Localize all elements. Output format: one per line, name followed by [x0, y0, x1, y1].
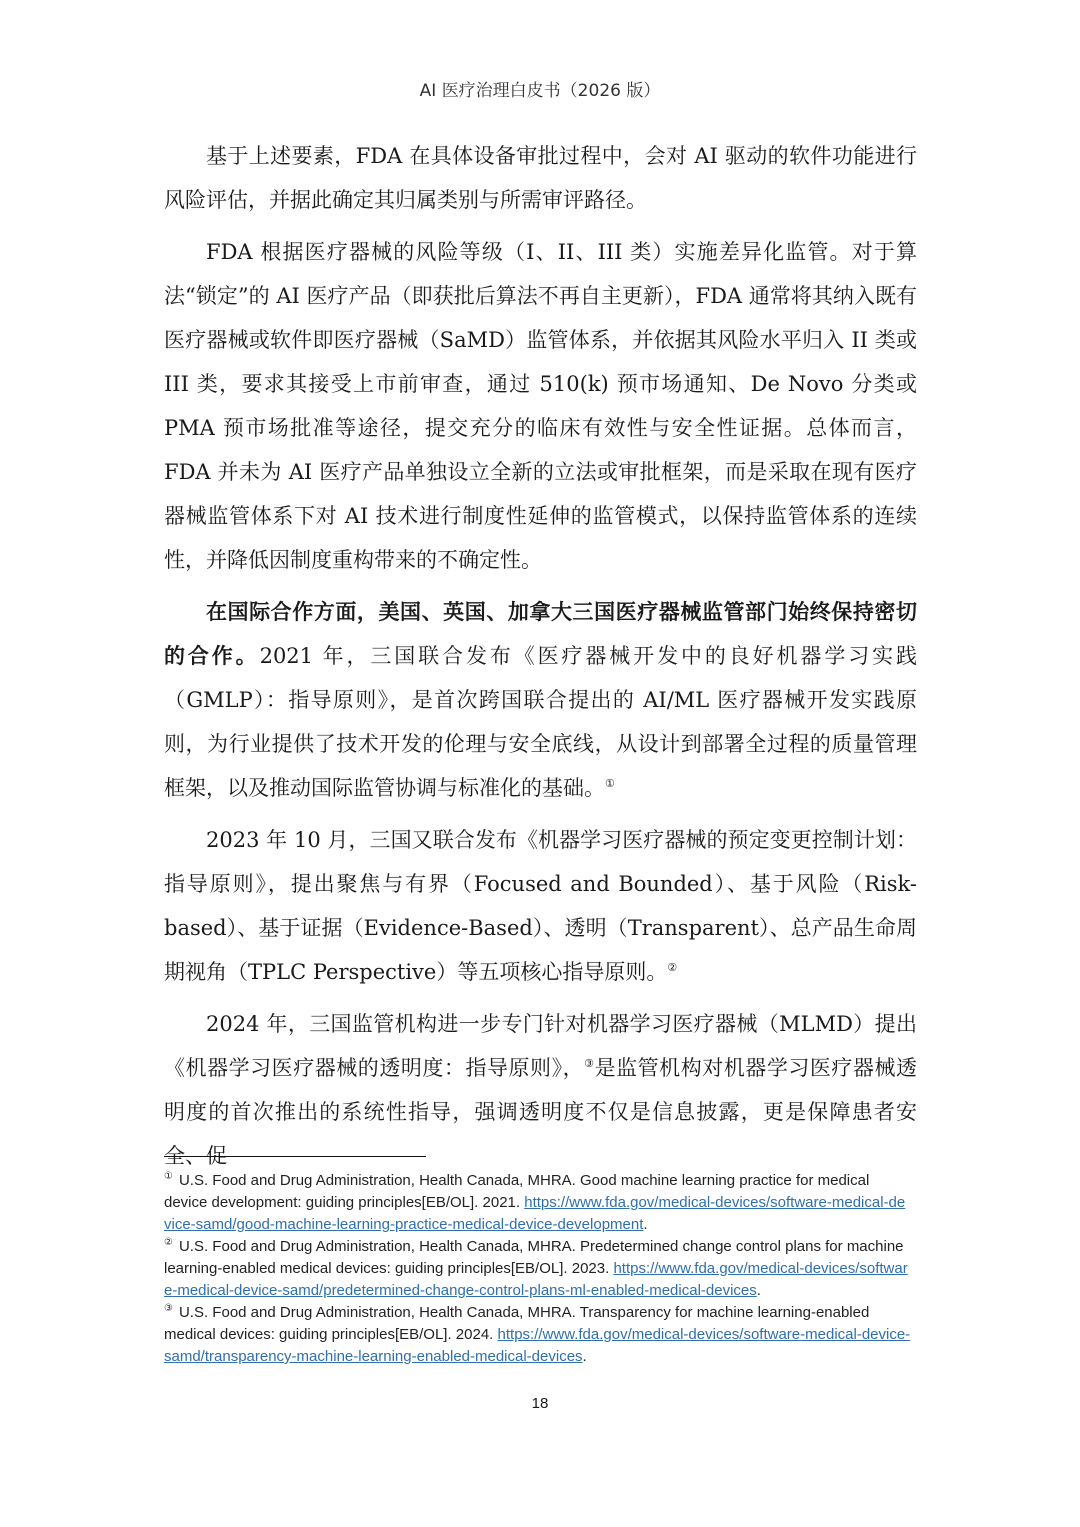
paragraph-international-cooperation [164, 590, 917, 810]
footnote-mark: ② [164, 1237, 173, 1248]
bold-lead-sentence: 在国际合作方面，美国、英国、加拿大三国医疗器械监管部门始终保持密切的合作。 [164, 599, 917, 668]
footnote-ref-2[interactable]: ② [667, 961, 678, 974]
body-text [164, 134, 917, 1186]
page-number: 18 [531, 1395, 549, 1412]
footnote-text: U.S. Food and Drug Administration, Health Canada, MHRA. Transparency for machine learning-enabled medical devices: guiding principles[EB/OL]. 2024. [164, 1304, 870, 1343]
footnote-end: . [756, 1282, 761, 1299]
footnote-1 [164, 1170, 912, 1236]
paragraph-text: 2024 年，三国监管机构进一步专门针对机器学习医疗器械（MLMD）提出《机器学习医疗器械的透明度：指导原则》， [164, 1012, 917, 1080]
paragraph-2024-transparency [164, 1002, 917, 1178]
footnote-mark: ③ [164, 1303, 173, 1314]
footnote-link[interactable]: https://www.fda.gov/medical-devices/software-medical-device-samd/transparency-machine-learning-enabled-medical-devices [164, 1326, 911, 1365]
paragraph-2023-pccp [164, 818, 917, 994]
footnote-ref-3[interactable]: ③ [584, 1057, 595, 1070]
footnote-text: U.S. Food and Drug Administration, Health Canada, MHRA. Good machine learning practice for medical device development: guiding principles[EB/OL]. 2021. [164, 1172, 870, 1211]
footnotes [164, 1170, 912, 1368]
footnote-3 [164, 1302, 912, 1368]
footnote-end: . [643, 1216, 648, 1233]
footnote-end: . [582, 1348, 587, 1365]
paragraph-fda-risk-assessment: 基于上述要素，FDA 在具体设备审批过程中，会对 AI 驱动的软件功能进行风险评估，并据此确定其归属类别与所需审评路径。 [164, 144, 917, 212]
paragraph-text: 是监管机构对机器学习医疗器械透明度的首次推出的系统性指导，强调透明度不仅是信息披露，更是保障患者安全、促 [164, 1056, 918, 1168]
footnote-link[interactable]: https://www.fda.gov/medical-devices/software-medical-device-samd/good-machine-learning-practice-medical-device-development [164, 1194, 906, 1233]
paragraph-fda-risk-classes: FDA 根据医疗器械的风险等级（I、II、III 类）实施差异化监管。对于算法“锁定”的 AI 医疗产品（即获批后算法不再自主更新），FDA 通常将其纳入既有医疗器械或软件即医疗器械（SaMD）监管体系，并依据其风险水平归入 II 类或 III 类，要求其接受上市前审查，通过 510(k) 预市场通知、De Novo 分类或 PMA 预市场批准等途径，提交充分的临床有效性与安全性证据。总体而言，FDA 并未为 AI 医疗产品单独设立全新的立法或审批框架，而是采取在现有医疗器械监管体系下对 AI 技术进行制度性延伸的监管模式，以保持监管体系的连续性，并降低因制度重构带来的不确定性。 [164, 240, 917, 572]
footnote-text: U.S. Food and Drug Administration, Health Canada, MHRA. Predetermined change control plans for machine learning-enabled medical devices: guiding principles[EB/OL]. 2023. [164, 1238, 904, 1277]
running-header: AI 医疗治理白皮书（2026 版） [419, 81, 661, 101]
footnote-2 [164, 1236, 912, 1302]
paragraph-text: 2021 年，三国联合发布《医疗器械开发中的良好机器学习实践（GMLP）：指导原则》，是首次跨国联合提出的 AI/ML 医疗器械开发实践原则，为行业提供了技术开发的伦理与安全底线，从设计到部署全过程的质量管理框架，以及推动国际监管协调与标准化的基础。 [164, 644, 918, 800]
footnote-divider [164, 1156, 426, 1157]
paragraph-text: 2023 年 10 月，三国又联合发布《机器学习医疗器械的预定变更控制计划：指导原则》，提出聚焦与有界（Focused and Bounded）、基于风险（Risk-based）、基于证据（Evidence-Based）、透明（Transparent）、总产品生命周期视角（TPLC Perspective）等五项核心指导原则。 [164, 828, 917, 984]
footnote-ref-1[interactable]: ① [605, 777, 615, 790]
footnote-link[interactable]: https://www.fda.gov/medical-devices/software-medical-device-samd/predetermined-change-control-plans-ml-enabled-medical-devices [164, 1260, 908, 1299]
footnote-mark: ① [164, 1171, 173, 1182]
